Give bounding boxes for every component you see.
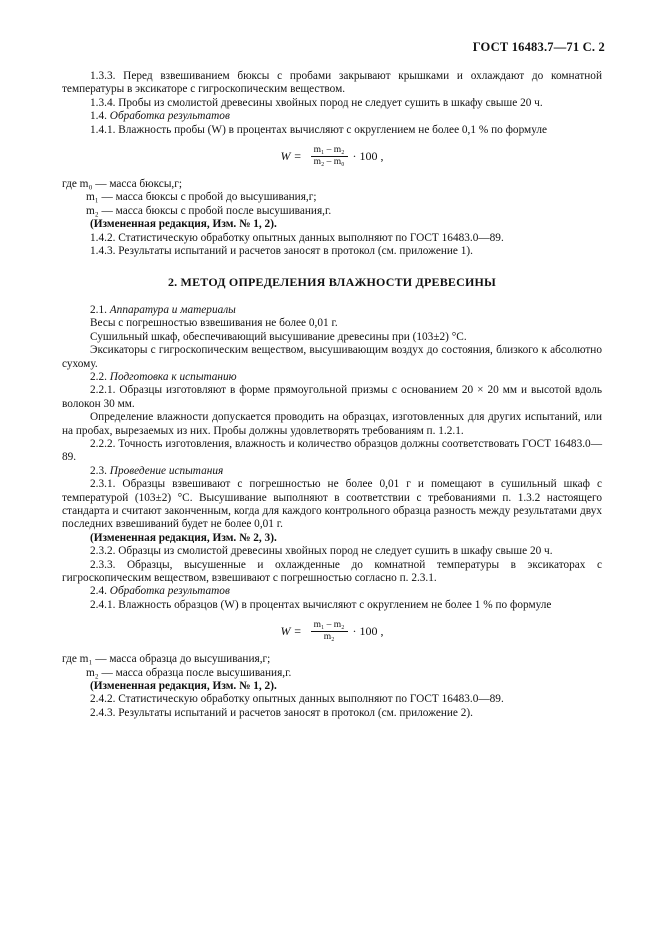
page-header: ГОСТ 16483.7—71 С. 2 xyxy=(472,40,605,54)
edition-note-1: (Измененная редакция, Изм. № 1, 2). xyxy=(90,218,277,231)
para-1-4-2: 1.4.2. Статистическую обработку опытных данных выполняют по ГОСТ 16483.0—89. xyxy=(90,231,504,244)
para-2-3-1: 2.3.1. Образцы взвешивают с погрешностью не более 0,01 г и помещают в сушильный шкаф с температурой (103±2) °С. Высушивание выполняют в соответствии с требованиями п. 1.3.2 настоящего стандарта и считают законченным, когда для каждого контрольного образца разность между результатами двух последних взвешиваний будет не более 0,01 г. xyxy=(62,478,602,531)
formula-denominator: m₂ xyxy=(323,632,335,643)
subsection-2-1: 2.1. Аппаратура и материалы xyxy=(90,303,236,316)
formula-lhs: W = xyxy=(280,624,302,639)
formula-rhs: · 100 , xyxy=(352,148,384,163)
subsection-title: Проведение испытания xyxy=(109,464,224,477)
para-2-4-2: 2.4.2. Статистическую обработку опытных данных выполняют по ГОСТ 16483.0—89. xyxy=(90,693,504,706)
para-2-3-2: 2.3.2. Образцы из смолистой древесины хвойных пород не следует сушить в шкафу свыше 20 ч. xyxy=(90,545,553,558)
formula-numerator: m₁ – m₂ xyxy=(311,620,348,632)
definition-m2-sample: m₂ — масса образца после высушивания,г. xyxy=(86,666,292,679)
formula-fraction xyxy=(311,620,348,643)
subsection-title: Аппаратура и материалы xyxy=(109,303,236,316)
formula-rhs: · 100 , xyxy=(352,624,384,639)
edition-note-3: (Измененная редакция, Изм. № 1, 2). xyxy=(90,680,277,693)
edition-note-2: (Измененная редакция, Изм. № 2, 3). xyxy=(90,531,277,544)
subsection-2-2: 2.2. Подготовка к испытанию xyxy=(90,370,237,383)
section-2-title: 2. МЕТОД ОПРЕДЕЛЕНИЯ ВЛАЖНОСТИ ДРЕВЕСИНЫ xyxy=(167,275,497,290)
subsection-2-3: 2.3. Проведение испытания xyxy=(90,464,224,477)
definition-m0: где m₀ — масса бюксы,г; xyxy=(62,178,183,191)
para-2-1-oven: Сушильный шкаф, обеспечивающий высушивание древесины при (103±2) °С. xyxy=(90,330,467,343)
para-2-4-1: 2.4.1. Влажность образцов (W) в процентах вычисляют с округлением не более 1 % по формуле xyxy=(90,598,552,611)
para-2-1-desiccators: Эксикаторы с гигроскопическим веществом, высушивающим воздух до состояния, близкого к абсолютно сухому. xyxy=(62,344,602,370)
formula-1 xyxy=(62,145,602,168)
para-1-4-3: 1.4.3. Результаты испытаний и расчетов заносят в протокол (см. приложение 1). xyxy=(90,245,474,258)
formula-lhs: W = xyxy=(280,148,302,163)
para-2-4-3: 2.4.3. Результаты испытаний и расчетов заносят в протокол (см. приложение 2). xyxy=(90,706,474,719)
definition-m2: m₂ — масса бюксы с пробой после высушивания,г. xyxy=(86,204,332,217)
document-body xyxy=(62,70,602,720)
subsection-2-4: 2.4. Обработка результатов xyxy=(90,585,230,598)
para-2-1-scales: Весы с погрешностью взвешивания не более 0,01 г. xyxy=(90,317,338,330)
para-1-3-3: 1.3.3. Перед взвешиванием бюксы с пробами закрывают крышками и охлаждают до комнатной температуры в эксикаторе с гигроскопическим веществом. xyxy=(62,70,602,96)
formula-numerator: m₁ – m₂ xyxy=(311,145,348,157)
definition-m1-sample: где m₁ — масса образца до высушивания,г; xyxy=(62,653,271,666)
para-2-2-2: 2.2.2. Точность изготовления, влажность и количество образцов должны соответствовать ГОСТ 16483.0—89. xyxy=(62,437,602,464)
definition-m1: m₁ — масса бюксы с пробой до высушивания,г; xyxy=(86,191,317,204)
formula-denominator: m₂ – m₀ xyxy=(313,157,345,168)
subsection-1-4: 1.4. Обработка результатов xyxy=(90,110,230,123)
para-1-4-1: 1.4.1. Влажность пробы (W) в процентах вычисляют с округлением не более 0,1 % по формуле xyxy=(90,123,547,136)
para-2-3-3: 2.3.3. Образцы, высушенные и охлажденные до комнатной температуры в эксикаторах с гигроскопическим веществом, взвешивают с погрешностью согласно п. 2.3.1. xyxy=(62,558,602,584)
para-2-2-1-b: Определение влажности допускается проводить на образцах, изготовленных для других испытаний, или на пробах, вырезаемых из них. Пробы должны удовлетворять требованиям п. 1.2.1. xyxy=(62,411,602,437)
subsection-title: Обработка результатов xyxy=(109,110,230,123)
formula-2 xyxy=(62,620,602,643)
formula-fraction xyxy=(311,145,348,168)
subsection-title: Подготовка к испытанию xyxy=(109,370,237,383)
para-1-3-4: 1.3.4. Пробы из смолистой древесины хвойных пород не следует сушить в шкафу свыше 20 ч. xyxy=(90,96,543,109)
para-2-2-1: 2.2.1. Образцы изготовляют в форме прямоугольной призмы с основанием 20 × 20 мм и высотой вдоль волокон 30 мм. xyxy=(62,384,602,410)
subsection-title: Обработка результатов xyxy=(109,585,230,598)
